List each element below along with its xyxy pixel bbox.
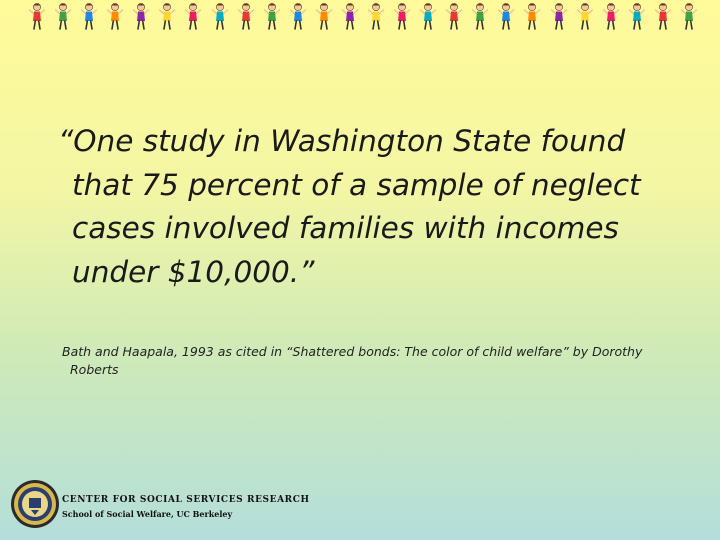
child-figure-icon <box>184 2 202 32</box>
quote-text: “One study in Washington State found that 75 percent of a sample of neglect cases involved families with incomes under $10,000.” <box>58 124 641 289</box>
child-figure-icon <box>550 2 568 32</box>
citation-text: Bath and Haapala, 1993 as cited in “Shattered bonds: The color of child welfare” by Dorothy Roberts <box>62 344 643 377</box>
child-figure-icon <box>132 2 150 32</box>
child-figure-icon <box>576 2 594 32</box>
uc-seal-icon <box>10 479 60 529</box>
child-figure-icon <box>471 2 489 32</box>
child-figure-icon <box>106 2 124 32</box>
children-border <box>28 2 698 32</box>
child-figure-icon <box>393 2 411 32</box>
child-figure-icon <box>237 2 255 32</box>
child-figure-icon <box>523 2 541 32</box>
child-figure-icon <box>602 2 620 32</box>
child-figure-icon <box>263 2 281 32</box>
child-figure-icon <box>315 2 333 32</box>
child-figure-icon <box>341 2 359 32</box>
child-figure-icon <box>28 2 46 32</box>
child-figure-icon <box>80 2 98 32</box>
child-figure-icon <box>158 2 176 32</box>
child-figure-icon <box>654 2 672 32</box>
footer-organization <box>62 494 310 520</box>
child-figure-icon <box>211 2 229 32</box>
child-figure-icon <box>289 2 307 32</box>
org-name: CENTER FOR SOCIAL SERVICES RESEARCH <box>62 495 310 505</box>
child-figure-icon <box>628 2 646 32</box>
child-figure-icon <box>497 2 515 32</box>
child-figure-icon <box>54 2 72 32</box>
child-figure-icon <box>680 2 698 32</box>
child-figure-icon <box>445 2 463 32</box>
org-subtitle: School of Social Welfare, UC Berkeley <box>62 509 233 519</box>
child-figure-icon <box>419 2 437 32</box>
child-figure-icon <box>367 2 385 32</box>
